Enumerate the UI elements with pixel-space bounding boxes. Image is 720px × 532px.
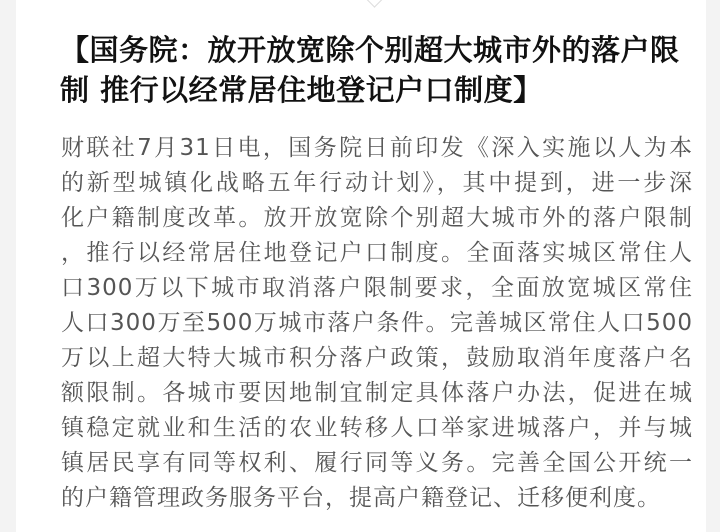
body-line: ，推行以经常居住地登记户口制度。全面落实城区常住人 [61, 240, 693, 266]
body-line: 财联社7月31日电，国务院日前印发《深入实施以人为本 [61, 135, 693, 161]
title-line: 【国务院：放开放宽除个别超大城市外的落户限 [60, 33, 680, 67]
body-line: 的新型城镇化战略五年行动计划》，其中提到，进一步深 [61, 170, 693, 196]
body-line: 镇稳定就业和生活的农业转移人口举家进城落户，并与城 [61, 415, 693, 441]
body-line: 的户籍管理政务服务平台，提高户籍登记、迁移便利度。 [61, 485, 661, 511]
chevron-down-icon[interactable] [365, 0, 383, 8]
body-line: 万以上超大特大城市积分落户政策，鼓励取消年度落户名 [61, 345, 693, 371]
article-title [60, 30, 694, 110]
body-line: 口300万以下城市取消落户限制要求，全面放宽城区常住 [61, 275, 693, 301]
article-body [61, 131, 693, 516]
body-line: 化户籍制度改革。放开放宽除个别超大城市外的落户限制 [61, 205, 693, 231]
article-card [16, 0, 706, 532]
body-line: 镇居民享有同等权利、履行同等义务。完善全国公开统一 [61, 450, 693, 476]
body-line: 额限制。各城市要因地制宜制定具体落户办法，促进在城 [61, 380, 693, 406]
title-line: 制 推行以经常居住地登记户口制度】 [60, 73, 543, 107]
body-line: 人口300万至500万城市落户条件。完善城区常住人口500 [61, 310, 693, 336]
